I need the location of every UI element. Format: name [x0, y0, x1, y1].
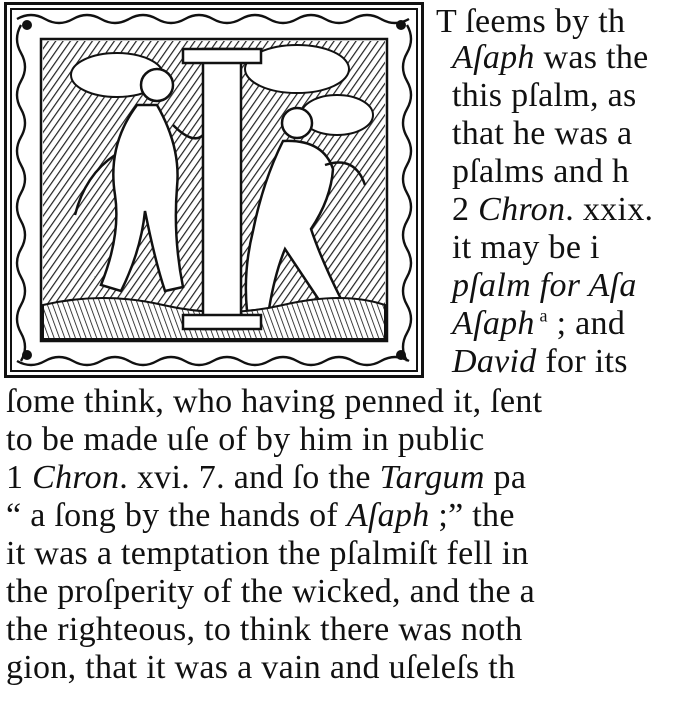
text-line [6, 534, 529, 574]
italic-text: Chron [478, 191, 566, 228]
text-line [6, 572, 535, 612]
text-line [452, 152, 629, 192]
text-segment: “ a ſong by the hands of [6, 497, 347, 534]
text-segment: it may be i [452, 229, 600, 266]
text-segment: ; and [547, 305, 626, 342]
italic-text: Chron [32, 459, 120, 496]
woodcut-initial-I [4, 2, 424, 378]
text-segment: it was a temptation the pſalmiſt fell in [6, 535, 529, 572]
woodcut-illustration-icon [7, 5, 421, 375]
text-line [452, 228, 600, 268]
text-line [452, 304, 625, 344]
italic-text: David [452, 343, 537, 380]
text-segment: pa [484, 459, 527, 496]
text-segment: 1 [6, 459, 33, 496]
text-line [6, 458, 526, 498]
text-segment: T ſeems by th [436, 3, 626, 40]
text-line [452, 266, 637, 306]
italic-text: Aſaph [452, 305, 535, 342]
italic-text: Aſaph [452, 39, 535, 76]
text-segment: the proſperity of the wicked, and the a [6, 573, 536, 610]
text-segment: pſalms and h [452, 153, 630, 190]
text-segment: that he was a [452, 115, 633, 152]
text-segment: for its [536, 343, 628, 380]
text-line [6, 648, 515, 688]
text-segment: the righteous, to think there was noth [6, 611, 523, 648]
text-line [6, 382, 542, 422]
italic-text: Aſaph [346, 497, 430, 534]
text-segment: was the [534, 39, 649, 76]
text-segment: to be made uſe of by him in public [6, 421, 485, 458]
text-segment: this pſalm, as [452, 77, 637, 114]
text-line [452, 190, 653, 230]
text-segment: ſome think, who having penned it, ſent [6, 383, 543, 420]
text-segment: 2 [452, 191, 479, 228]
text-segment: a [534, 305, 548, 326]
text-segment: . xxix. [565, 191, 654, 228]
text-line [6, 496, 515, 536]
text-segment: gion, that it was a vain and uſeleſs th [6, 649, 516, 686]
text-line [6, 420, 485, 460]
italic-text: pſalm for Aſa [452, 267, 637, 304]
drop-cap-letter: I [221, 205, 223, 206]
italic-text: Targum [379, 459, 485, 496]
text-line [452, 114, 632, 154]
text-line [6, 610, 523, 650]
text-line [452, 342, 628, 382]
text-segment: ;” the [429, 497, 515, 534]
text-line [452, 76, 637, 116]
text-line [452, 38, 649, 78]
text-line [436, 2, 625, 42]
text-segment: . xvi. 7. and ſo the [119, 459, 380, 496]
